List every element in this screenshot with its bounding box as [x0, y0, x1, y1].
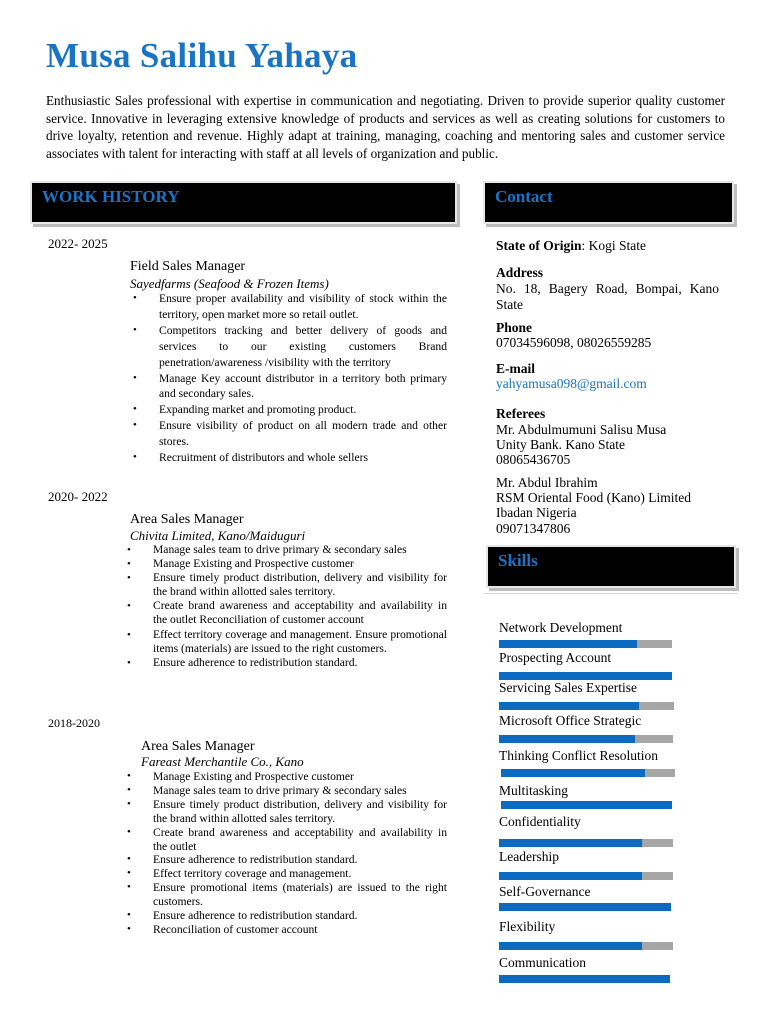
duty-item: • Reconciliation of customer account: [153, 923, 447, 937]
skill-bar-fill: [499, 735, 635, 743]
email-link[interactable]: yahyamusa098@gmail.com: [496, 376, 647, 391]
origin-value: : Kogi State: [581, 238, 646, 253]
skill-bar: [499, 672, 672, 680]
origin-label: State of Origin: [496, 238, 582, 253]
duty-item: • Manage Existing and Prospective customer: [153, 770, 447, 784]
skill-bar: [499, 903, 671, 911]
email-label: E-mail: [496, 361, 535, 376]
skill-name: Self-Governance: [499, 884, 591, 899]
duty-item: • Effect territory coverage and management.: [153, 867, 447, 881]
contact-title: Contact: [495, 187, 553, 206]
skills-divider: [484, 593, 738, 594]
skill-bar-fill: [499, 839, 642, 847]
skill-bar: [501, 769, 675, 777]
skill-name: Servicing Sales Expertise: [499, 680, 637, 695]
skill-bar: [499, 975, 670, 983]
phone-label: Phone: [496, 320, 533, 335]
duty-item: • Ensure timely product distribution, delivery and visibility for the brand within allotted sales territory.: [153, 798, 447, 826]
duty-item: • Create brand awareness and acceptability and availability in the outlet: [153, 826, 447, 854]
skill-bar: [499, 702, 674, 710]
job-company: Fareast Merchantile Co., Kano: [141, 754, 304, 769]
skill-bar: [499, 839, 673, 847]
skill-name: Thinking Conflict Resolution: [499, 748, 658, 763]
job-period: 2020- 2022: [48, 489, 108, 504]
skill-name: Prospecting Account: [499, 650, 612, 665]
duty-item: • Competitors tracking and better delivery of goods and services to our existing customers Brand penetration/awareness /visibility with the territory: [159, 323, 447, 371]
job-company: Sayedfarms (Seafood & Frozen Items): [130, 276, 329, 291]
duty-item: • Create brand awareness and acceptability and availability in the outlet Reconciliation of customer account: [153, 599, 447, 627]
skill-bar-fill: [501, 801, 672, 809]
duty-item: • Ensure adherence to redistribution standard.: [153, 909, 447, 923]
referee-1-phone: 08065436705: [496, 452, 571, 467]
referee-1-name: Mr. Abdulmumuni Salisu Musa: [496, 422, 667, 437]
job-duties-list: [153, 770, 447, 937]
referees-label: Referees: [496, 406, 546, 421]
referee-1-company: Unity Bank. Kano State: [496, 437, 625, 452]
skill-bar-fill: [499, 640, 637, 648]
skill-bar: [499, 735, 673, 743]
work-history-title: WORK HISTORY: [42, 187, 180, 206]
skill-bar-fill: [499, 942, 642, 950]
job-title: Field Sales Manager: [130, 259, 246, 274]
job-title: Area Sales Manager: [130, 512, 244, 527]
skill-name: Microsoft Office Strategic: [499, 713, 642, 728]
skill-bar: [499, 872, 673, 880]
duty-item: • Recruitment of distributors and whole sellers: [159, 450, 447, 466]
job-duties-list: [153, 543, 447, 670]
skill-name: Leadership: [499, 849, 559, 864]
duty-item: • Manage sales team to drive primary & secondary sales: [153, 543, 447, 557]
duty-item: • Ensure timely product distribution, delivery and visibility for the brand within allotted sales territory.: [153, 571, 447, 599]
skill-bar-fill: [499, 872, 642, 880]
job-company: Chivita Limited, Kano/Maiduguri: [130, 528, 306, 543]
professional-summary: Enthusiastic Sales professional with expertise in communication and negotiating. Driven to provide superior quality customer service. Innovative in leveraging extensive knowledge of products and services as well as creating solutions for customers to drive loyalty, retention and revenue. Highly adapt at training, managing, coaching and mentoring sales and customer service associates with talent for interacting with staff at all levels of organization and public.: [46, 93, 725, 161]
referee-2-location: Ibadan Nigeria: [496, 505, 577, 520]
skill-bar: [499, 640, 672, 648]
skill-bar: [499, 942, 673, 950]
contact-header: [485, 183, 732, 222]
skill-name: Multitasking: [499, 783, 569, 798]
skill-bar-fill: [501, 769, 645, 777]
job-title: Area Sales Manager: [141, 739, 255, 754]
duty-item: • Manage Key account distributor in a territory both primary and secondary sales.: [159, 371, 447, 403]
duty-item: • Ensure proper availability and visibility of stock within the territory, open market more so retail outlet.: [159, 291, 447, 323]
work-history-header: [32, 183, 455, 222]
skill-bar-fill: [499, 903, 671, 911]
skill-name: Confidentiality: [499, 814, 581, 829]
duty-item: • Ensure visibility of product on all modern trade and other stores.: [159, 418, 447, 450]
duty-item: • Manage sales team to drive primary & secondary sales: [153, 784, 447, 798]
candidate-name: Musa Salihu Yahaya: [46, 36, 358, 75]
referee-2-name: Mr. Abdul Ibrahim: [496, 475, 598, 490]
referee-2-company: RSM Oriental Food (Kano) Limited: [496, 490, 691, 505]
state-of-origin: [496, 238, 646, 254]
duty-item: • Effect territory coverage and management. Ensure promotional items (materials) are issued to the right customers.: [153, 628, 447, 656]
duty-item: • Ensure adherence to redistribution standard.: [153, 853, 447, 867]
skill-name: Flexibility: [499, 919, 556, 934]
duty-item: • Ensure adherence to redistribution standard.: [153, 656, 447, 670]
job-period: 2022- 2025: [48, 236, 108, 251]
job-duties-list: [159, 291, 447, 466]
skill-bar-fill: [499, 975, 670, 983]
skill-bar-fill: [499, 672, 672, 680]
job-period: 2018-2020: [48, 716, 100, 730]
duty-item: • Ensure promotional items (materials) are issued to the right customers.: [153, 881, 447, 909]
address-value: No. 18, Bagery Road, Bompai, Kano State: [496, 281, 719, 312]
phone-value: 07034596098, 08026559285: [496, 335, 652, 350]
referee-2-phone: 09071347806: [496, 521, 571, 536]
skill-name: Communication: [499, 955, 586, 970]
skill-name: Network Development: [499, 620, 623, 635]
duty-item: • Manage Existing and Prospective customer: [153, 557, 447, 571]
skills-header: [488, 547, 734, 586]
address-label: Address: [496, 265, 544, 280]
skill-bar: [501, 801, 672, 809]
skill-bar-fill: [499, 702, 639, 710]
skills-title: Skills: [498, 551, 538, 570]
duty-item: • Expanding market and promoting product.: [159, 402, 447, 418]
